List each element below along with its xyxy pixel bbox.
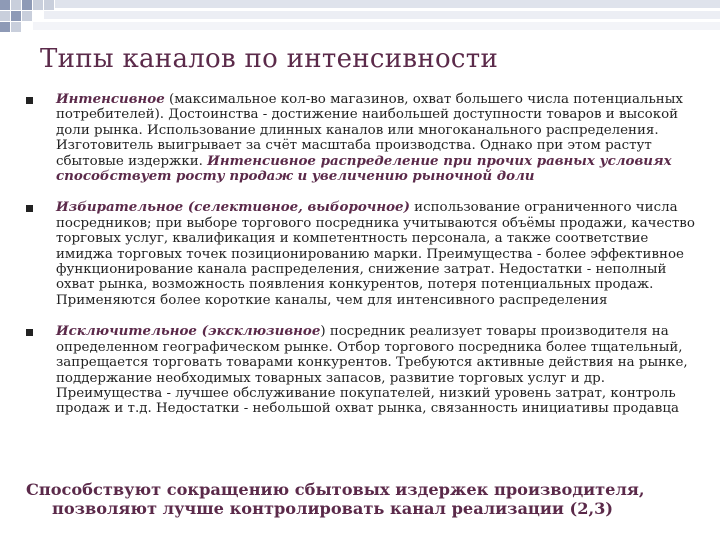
list-item-exclusive [26, 324, 702, 416]
term-selective: Избирательное (селективное, выборочное) [56, 199, 410, 216]
square-bullet-icon [26, 97, 33, 104]
slide-title: Типы каналов по интенсивности [40, 44, 499, 74]
emphasis-intensive: Интенсивное распределение при прочих равных условиях способствует росту продаж и увеличению рыночной доли [56, 152, 672, 185]
conclusion-line-1: Способствуют сокращению сбытовых издержек производителя, [26, 480, 645, 499]
term-exclusive: Исключительное (эксклюзивное [56, 323, 321, 340]
conclusion-line-2: позволяют лучше контролировать канал реализации (2,3) [52, 499, 614, 518]
list-item-intensive [26, 92, 702, 184]
description-intensive: (максимальное кол-во магазинов, охват большего числа потенциальных потребителей). Достоинства - достижение наибольшей доступности товаров и высокой доли рынка. Использование длинных каналов или многоканального распределения. Изготовитель выигрывает за счёт масштаба производства. Однако при этом растут сбытовые издержки. [56, 92, 683, 169]
header-decoration [0, 0, 720, 40]
bullet-list [26, 92, 702, 417]
square-bullet-icon [26, 205, 33, 212]
square-bullet-icon [26, 329, 33, 336]
description-exclusive: ) посредник реализует товары производителя на определенном географическом рынке. Отбор торгового посредника более тщательный, запрещается торговать товарами конкурентов. Требуются активные действия на рынке, поддержание необходимых товарных запасов, развитие торговых услуг и др. Преимущества - лучшее обслуживание покупателей, низкий уровень затрат, контроль продаж и т.д. Недостатки - небольшой охват рынка, связанность инициативы продавца [56, 324, 688, 417]
conclusion [26, 480, 716, 518]
list-item-selective [26, 200, 702, 308]
term-intensive: Интенсивное [56, 91, 165, 107]
description-selective: использование ограниченного числа посредников; при выборе торгового посредника учитываются объёмы продажи, качество торговых услуг, квалификация и компетентность персонала, а также соответствие имиджа торговых точек позиционированию марки. Преимущества - более эффективное функционирование канала распределения, снижение затрат. Недостатки - неполный охват рынка, возможность появления конкурентов, потеря потенциальных продаж. Применяются более короткие каналы, чем для интенсивного распределения [56, 200, 695, 308]
